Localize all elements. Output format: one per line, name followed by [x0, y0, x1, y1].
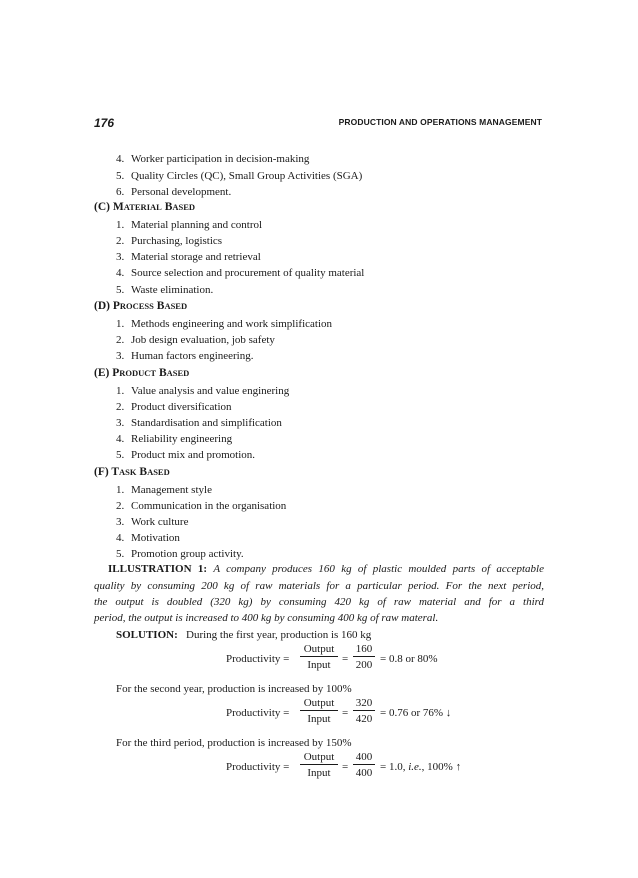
fraction-values: 400 400: [353, 751, 375, 779]
equals-sign: =: [342, 761, 349, 773]
illustration-line-2: quality by consuming 200 kg of raw materials for a particular period. For the next period,: [94, 580, 544, 592]
solution-third-intro: For the third period, production is increased by 150%: [116, 737, 352, 749]
section-heading-process: (D) PROCESS BASED: [94, 300, 188, 312]
section-heading-task: (F) TASK BASED: [94, 466, 170, 478]
equation-1-result: = 0.8 or 80%: [380, 653, 438, 665]
section-heading-product: (E) PRODUCT BASED: [94, 367, 190, 379]
illustration-line-1: ILLUSTRATION 1: A company produces 160 kg of plastic moulded parts of acceptable: [108, 563, 544, 575]
fraction-values: 320 420: [353, 697, 375, 725]
fraction-output-input: Output Input: [300, 751, 338, 779]
fraction-output-input: Output Input: [300, 643, 338, 671]
list-item: 1. Value analysis and value enginering: [116, 385, 290, 397]
list-item: 1. Methods engineering and work simplification: [116, 318, 333, 330]
list-item: 4. Motivation: [116, 532, 180, 544]
fraction-values: 160 200: [353, 643, 375, 671]
arrow-up-icon: ↑: [455, 761, 462, 773]
arrow-down-icon: ↓: [445, 707, 452, 719]
equation-2-result: = 0.76 or 76% ↓: [380, 707, 452, 719]
illustration-line-4: period, the output is increased to 400 kg by consuming 400 kg of raw materal.: [94, 612, 439, 624]
solution-intro: SOLUTION: During the first year, production is 160 kg: [116, 629, 372, 641]
list-item: 1. Management style: [116, 484, 212, 496]
equation-3-lhs: Productivity =: [226, 761, 290, 773]
list-item: 4. Worker participation in decision-making: [116, 153, 310, 165]
list-item: 5. Promotion group activity.: [116, 548, 244, 560]
list-item: 3. Material storage and retrieval: [116, 251, 261, 263]
page-number: 176: [94, 116, 115, 130]
list-item: 3. Human factors engineering.: [116, 350, 254, 362]
list-item: 5. Waste elimination.: [116, 284, 214, 296]
list-item: 5. Quality Circles (QC), Small Group Activities (SGA): [116, 170, 363, 182]
list-item: 4. Reliability engineering: [116, 433, 233, 445]
section-heading-material: (C) MATERIAL BASED: [94, 201, 196, 213]
list-item: 3. Standardisation and simplification: [116, 417, 282, 429]
list-item: 6. Personal development.: [116, 186, 232, 198]
equation-2-lhs: Productivity =: [226, 707, 290, 719]
equals-sign: =: [342, 707, 349, 719]
list-item: 2. Product diversification: [116, 401, 232, 413]
list-item: 5. Product mix and promotion.: [116, 449, 256, 461]
equation-1-lhs: Productivity =: [226, 653, 290, 665]
list-item: 3. Work culture: [116, 516, 189, 528]
running-title: PRODUCTION AND OPERATIONS MANAGEMENT: [338, 117, 542, 127]
equals-sign: =: [342, 653, 349, 665]
illustration-line-3: the output is doubled (320 kg) by consuming 420 kg of raw material and for a third: [94, 596, 544, 608]
list-item: 2. Job design evaluation, job safety: [116, 334, 275, 346]
equation-3-result: = 1.0, i.e., 100% ↑: [380, 761, 462, 773]
list-item: 2. Purchasing, logistics: [116, 235, 223, 247]
list-item: 2. Communication in the organisation: [116, 500, 287, 512]
list-item: 1. Material planning and control: [116, 219, 263, 231]
list-item: 4. Source selection and procurement of quality material: [116, 267, 365, 279]
fraction-output-input: Output Input: [300, 697, 338, 725]
solution-second-intro: For the second year, production is increased by 100%: [116, 683, 352, 695]
